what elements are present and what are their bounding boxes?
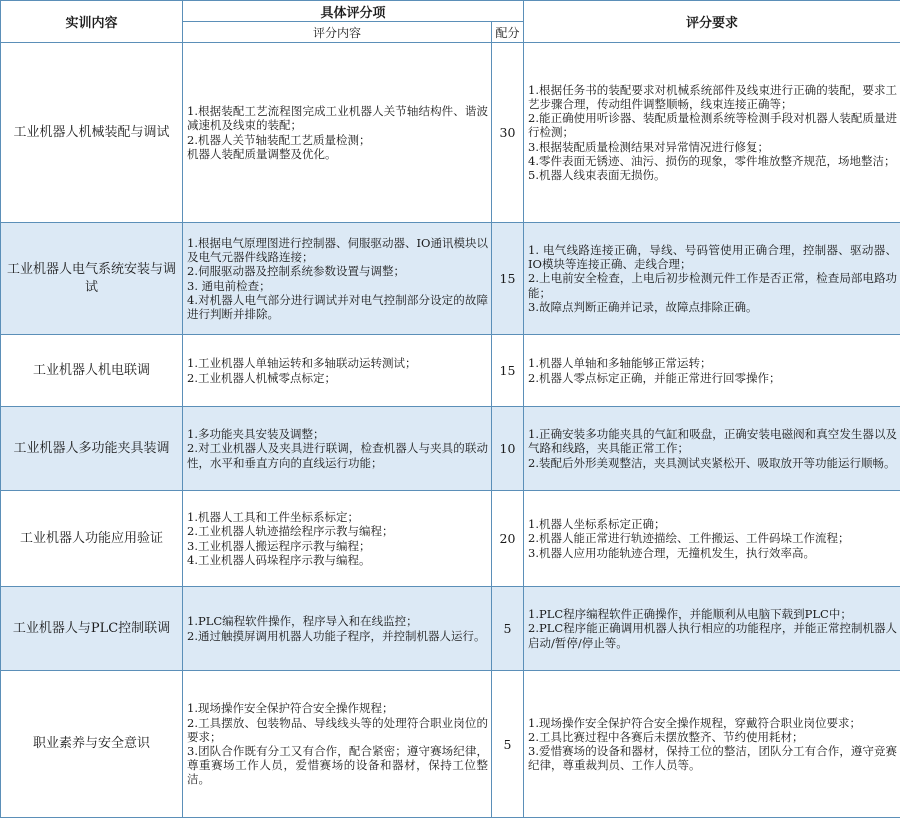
requirement-line: 1. 电气线路连接正确，导线、号码管使用正确合理，控制器、驱动器、IO模块等连接正确、走线合理； bbox=[528, 242, 898, 272]
row-requirement bbox=[524, 43, 900, 223]
content-line: 3.团队合作既有分工又有合作，配合紧密；遵守赛场纪律，尊重赛场工作人员，爱惜赛场的设备和器材，保持工位整洁。 bbox=[187, 744, 488, 787]
requirement-line: 2.装配后外形美观整洁，夹具测试夹紧松开、吸取放开等功能运行顺畅。 bbox=[528, 455, 896, 470]
row-item: 工业机器人机械装配与调试 bbox=[1, 43, 183, 223]
table-row bbox=[1, 671, 900, 818]
content-line: 1.机器人工具和工件坐标系标定； bbox=[187, 510, 359, 525]
requirement-line: 2.上电前安全检查，上电后初步检测元件工作是否正常，检查局部电路功能； bbox=[528, 271, 898, 300]
row-score: 10 bbox=[492, 407, 524, 491]
row-content bbox=[183, 671, 492, 818]
requirement-line: 1.PLC程序编程软件正确操作，并能顺利从电脑下载到PLC中； bbox=[528, 607, 852, 622]
row-score: 5 bbox=[492, 671, 524, 818]
requirement-line: 3.根据装配质量检测结果对异常情况进行修复； bbox=[528, 139, 769, 154]
row-item: 工业机器人电气系统安装与调试 bbox=[1, 223, 183, 335]
row-content bbox=[183, 491, 492, 587]
content-line: 2.工业机器人机械零点标定； bbox=[187, 370, 336, 385]
content-line: 4.对机器人电气部分进行调试并对电气控制部分设定的故障进行判断并排除。 bbox=[187, 292, 488, 321]
content-line: 3. 通电前检查； bbox=[187, 278, 271, 293]
content-line: 2.机器人关节轴装配工艺质量检测； bbox=[187, 132, 371, 147]
row-requirement bbox=[524, 335, 900, 407]
requirement-line: 3.爱惜赛场的设备和器材，保持工位的整洁，团队分工有合作，遵守竞赛纪律，尊重裁判员、工作人员等。 bbox=[528, 744, 898, 773]
content-line: 2.工具摆放、包装物品、导线线头等的处理符合职业岗位的要求； bbox=[187, 715, 488, 744]
header-group: 具体评分项 bbox=[183, 1, 524, 22]
content-line: 2.通过触摸屏调用机器人功能子程序，并控制机器人运行。 bbox=[187, 628, 486, 643]
content-line: 2.工业机器人轨迹描绘程序示教与编程； bbox=[187, 524, 394, 539]
table-row bbox=[1, 335, 900, 407]
content-line: 2.对工业机器人及夹具进行联调，检查机器人与夹具的联动性，水平和垂直方向的直线运行功能； bbox=[187, 441, 488, 470]
row-score: 15 bbox=[492, 223, 524, 335]
requirement-line: 2.机器人零点标定正确，并能正常进行回零操作； bbox=[528, 370, 781, 385]
row-score: 5 bbox=[492, 587, 524, 671]
row-content bbox=[183, 407, 492, 491]
requirement-line: 3.故障点判断正确并记录，故障点排除正确。 bbox=[528, 299, 758, 314]
requirement-line: 1.根据任务书的装配要求对机械系统部件及线束进行正确的装配，要求工艺步骤合理，传动组件调整顺畅，线束连接正确等； bbox=[528, 82, 898, 111]
requirement-line: 2.工具比赛过程中各赛后未摆放整齐、节约使用耗材； bbox=[528, 729, 804, 744]
content-line: 1.根据装配工艺流程图完成工业机器人关节轴结构件、谐波减速机及线束的装配； bbox=[187, 104, 488, 133]
requirement-line: 1.正确安装多功能夹具的气缸和吸盘，正确安装电磁阀和真空发生器以及气路和线路，夹具能正常工作； bbox=[528, 427, 898, 456]
row-score: 20 bbox=[492, 491, 524, 587]
row-content bbox=[183, 43, 492, 223]
header-requirement: 评分要求 bbox=[524, 1, 900, 43]
requirement-line: 3.机器人应用功能轨迹合理，无撞机发生，执行效率高。 bbox=[528, 545, 815, 560]
row-content bbox=[183, 587, 492, 671]
row-item: 工业机器人功能应用验证 bbox=[1, 491, 183, 587]
content-line: 4.工业机器人码垛程序示教与编程。 bbox=[187, 552, 371, 567]
row-score: 15 bbox=[492, 335, 524, 407]
table-row bbox=[1, 587, 900, 671]
table-row bbox=[1, 491, 900, 587]
requirement-line: 2.能正确使用听诊器、装配质量检测系统等检测手段对机器人装配质量进行检测； bbox=[528, 111, 898, 140]
table-row bbox=[1, 43, 900, 223]
row-content bbox=[183, 223, 492, 335]
row-item: 职业素养与安全意识 bbox=[1, 671, 183, 818]
content-line: 机器人装配质量调整及优化。 bbox=[187, 146, 337, 161]
content-line: 1.现场操作安全保护符合安全操作规程； bbox=[187, 701, 394, 716]
requirement-line: 2.PLC程序能正确调用机器人执行相应的功能程序，并能正常控制机器人启动/暂停/停止等。 bbox=[528, 621, 898, 650]
content-line: 1.多功能夹具安装及调整； bbox=[187, 427, 325, 442]
row-content bbox=[183, 335, 492, 407]
row-item: 工业机器人机电联调 bbox=[1, 335, 183, 407]
table-row bbox=[1, 407, 900, 491]
content-line: 1.工业机器人单轴运转和多轴联动运转测试； bbox=[187, 356, 417, 371]
requirement-line: 2.机器人能正常进行轨迹描绘、工件搬运、工件码垛工作流程； bbox=[528, 531, 850, 546]
content-line: 1.PLC编程软件操作，程序导入和在线监控； bbox=[187, 614, 418, 629]
row-requirement bbox=[524, 407, 900, 491]
row-requirement bbox=[524, 491, 900, 587]
requirement-line: 1.现场操作安全保护符合安全操作规程，穿戴符合职业岗位要求； bbox=[528, 715, 861, 730]
header-score: 配分 bbox=[492, 22, 524, 43]
content-line: 2.伺服驱动器及控制系统参数设置与调整； bbox=[187, 264, 405, 279]
header-item: 实训内容 bbox=[1, 1, 183, 43]
row-score: 30 bbox=[492, 43, 524, 223]
row-item: 工业机器人多功能夹具装调 bbox=[1, 407, 183, 491]
header-content: 评分内容 bbox=[183, 22, 492, 43]
requirement-line: 1.机器人单轴和多轴能够正常运转； bbox=[528, 356, 712, 371]
requirement-line: 5.机器人线束表面无损伤。 bbox=[528, 168, 666, 182]
row-requirement bbox=[524, 587, 900, 671]
row-item: 工业机器人与PLC控制联调 bbox=[1, 587, 183, 671]
row-requirement bbox=[524, 671, 900, 818]
row-requirement bbox=[524, 223, 900, 335]
content-line: 3.工业机器人搬运程序示教与编程； bbox=[187, 538, 371, 553]
requirement-line: 1.机器人坐标系标定正确； bbox=[528, 517, 666, 532]
requirement-line: 4.零件表面无锈迹、油污、损伤的现象，零件堆放整齐规范，场地整洁； bbox=[528, 153, 896, 168]
content-line: 1.根据电气原理图进行控制器、伺服驱动器、IO通讯模块以及电气元器件线路连接； bbox=[187, 235, 488, 265]
table-row bbox=[1, 223, 900, 335]
